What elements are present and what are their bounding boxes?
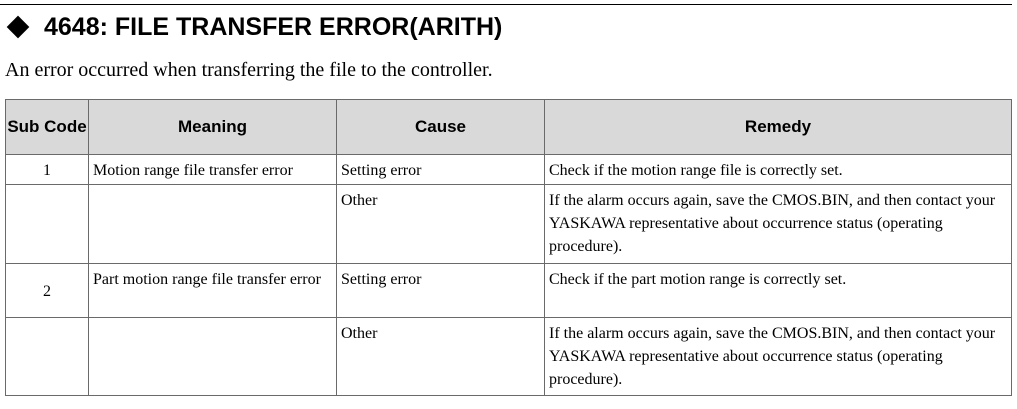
error-table [5,99,1012,396]
cause-cell: Setting error [337,155,545,185]
cause-cell: Setting error [337,264,545,318]
sub-code-cell: 1 [6,155,89,185]
remedy-cell: If the alarm occurs again, save the CMOS.BIN, and then contact your YASKAWA representative about occurrence status (operating procedure). [545,185,1012,264]
meaning-cell [89,318,337,396]
meaning-cell: Part motion range file transfer error [89,264,337,318]
error-description: An error occurred when transferring the file to the controller. [5,59,493,81]
table-row [6,185,1012,264]
cause-cell: Other [337,185,545,264]
header-remedy: Remedy [545,100,1012,155]
header-sub-code: Sub Code [6,100,89,155]
remedy-cell: If the alarm occurs again, save the CMOS.BIN, and then contact your YASKAWA representative about occurrence status (operating procedure). [545,318,1012,396]
meaning-cell [89,185,337,264]
sub-code-cell [6,185,89,264]
diamond-bullet-icon [7,16,30,39]
meaning-cell: Motion range file transfer error [89,155,337,185]
table-header-row [6,100,1012,155]
table-row [6,264,1012,318]
header-meaning: Meaning [89,100,337,155]
table-row [6,155,1012,185]
error-title: 4648: FILE TRANSFER ERROR(ARITH) [44,12,503,41]
section-heading [6,10,502,44]
remedy-cell: Check if the motion range file is correctly set. [545,155,1012,185]
header-cause: Cause [337,100,545,155]
table-row [6,318,1012,396]
sub-code-cell: 2 [6,264,89,318]
cause-cell: Other [337,318,545,396]
top-rule [0,4,1012,5]
remedy-cell: Check if the part motion range is correctly set. [545,264,1012,318]
sub-code-cell [6,318,89,396]
